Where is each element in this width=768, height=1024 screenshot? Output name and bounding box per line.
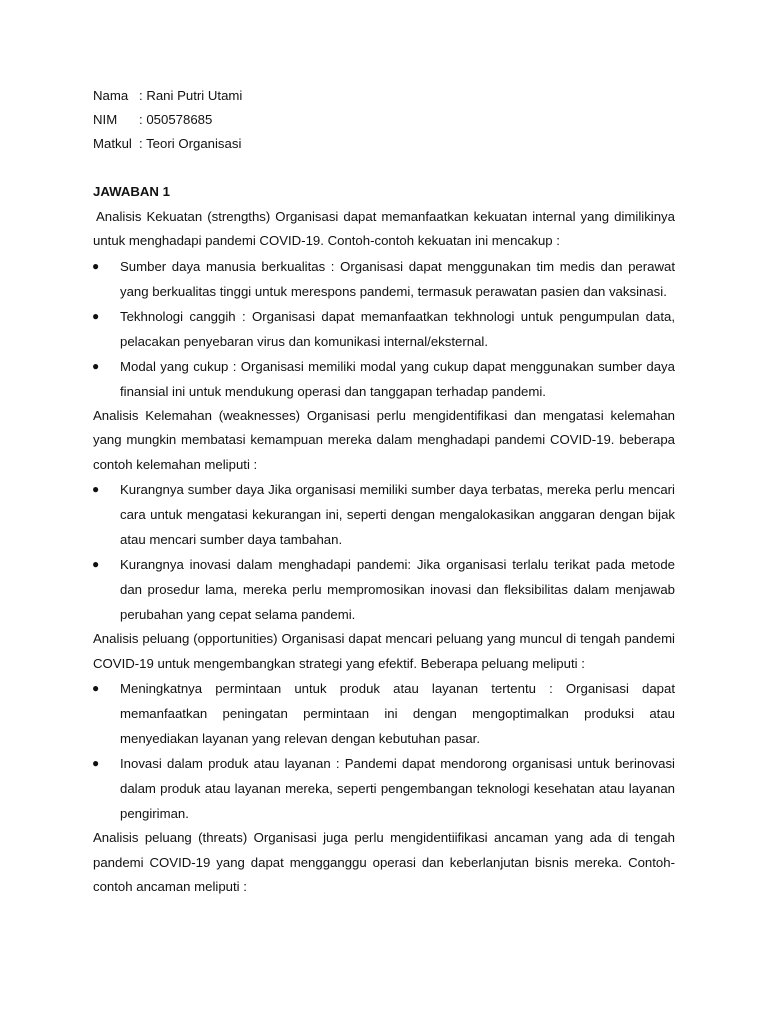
weakness-item-text: Kurangnya sumber daya Jika organisasi memiliki sumber daya terbatas, mereka perlu mencari cara untuk mengatasi kekurangan ini, seperti dengan mengalokasikan anggaran dengan bijak atau mencari sumber daya tambahan. bbox=[120, 482, 675, 547]
list-item bbox=[93, 552, 675, 627]
bullet-icon: ● bbox=[92, 482, 100, 496]
strength-item-text: Modal yang cukup : Organisasi memiliki modal yang cukup dapat menggunakan sumber daya finansial ini untuk mendukung operasi dan tanggapan terhadap pandemi. bbox=[120, 358, 675, 399]
nim-row bbox=[93, 110, 675, 134]
weaknesses-intro: Analisis Kelemahan (weaknesses) Organisasi perlu mengidentifikasi dan mengatasi kelemahan yang mungkin membatasi kemampuan mereka dalam menghadapi pandemi COVID-19. beberapa contoh kelemahan meliputi : bbox=[93, 407, 675, 472]
threats-intro: Analisis peluang (threats) Organisasi juga perlu mengidentiifikasi ancaman yang ada di tengah pandemi COVID-19 yang dapat mengganggu operasi dan keberlanjutan bisnis mereka. Contoh-contoh ancaman meliputi : bbox=[93, 830, 675, 894]
course-value: : Teori Organisasi bbox=[139, 136, 242, 151]
bullet-icon: ● bbox=[92, 756, 100, 770]
bullet-icon: ● bbox=[92, 557, 100, 571]
strength-item-text: Sumber daya manusia berkualitas : Organisasi dapat menggunakan tim medis dan perawat yang berkualitas tinggi untuk merespons pandemi, termasuk perawatan pasien dan vaksinasi. bbox=[120, 258, 675, 299]
weakness-item-text: Kurangnya inovasi dalam menghadapi pandemi: Jika organisasi terlalu terikat pada metode dan prosedur lama, mereka perlu mempromosikan inovasi dan fleksibilitas dalam menjawab perubahan yang cepat selama pandemi. bbox=[120, 557, 675, 622]
document-page bbox=[93, 86, 675, 900]
course-label: Matkul bbox=[93, 136, 132, 151]
course-row bbox=[93, 134, 675, 158]
answer-heading: JAWABAN 1 bbox=[93, 184, 170, 199]
bullet-icon: ● bbox=[92, 258, 100, 273]
list-item bbox=[93, 254, 675, 304]
strength-item-text: Tekhnologi canggih : Organisasi dapat memanfaatkan tekhnologi untuk pengumpulan data, pelacakan penyebaran virus dan komunikasi internal/eksternal. bbox=[120, 308, 675, 349]
weaknesses-list bbox=[93, 477, 675, 627]
opportunities-intro: Analisis peluang (opportunities) Organisasi dapat mencari peluang yang muncul di tengah pandemi COVID-19 untuk mengembangkan strategi yang efektif. Beberapa peluang meliputi : bbox=[93, 631, 675, 671]
nim-label: NIM bbox=[93, 112, 118, 127]
opportunity-item-text: Meningkatnya permintaan untuk produk atau layanan tertentu : Organisasi dapat memanfaatkan peningatan permintaan ini dengan mengoptimalkan produksi atau menyediakan layanan yang relevan dengan kebutuhan pasar. bbox=[120, 681, 675, 746]
name-label: Nama bbox=[93, 88, 129, 103]
bullet-icon: ● bbox=[92, 358, 100, 373]
opportunity-item-text: Inovasi dalam produk atau layanan : Pandemi dapat mendorong organisasi untuk berinovasi dalam produk atau layanan mereka, seperti pengembangan teknologi kesehatan atau layanan pengiriman. bbox=[120, 756, 675, 821]
strengths-intro: Analisis Kekuatan (strengths) Organisasi dapat memanfaatkan kekuatan internal yang dimilikinya untuk menghadapi pandemi COVID-19. Contoh-contoh kekuatan ini mencakup : bbox=[93, 208, 675, 248]
list-item bbox=[93, 354, 675, 404]
list-item bbox=[93, 304, 675, 354]
opportunities-list bbox=[93, 676, 675, 826]
bullet-icon: ● bbox=[92, 308, 100, 323]
name-row bbox=[93, 86, 675, 110]
name-value: : Rani Putri Utami bbox=[139, 88, 243, 103]
list-item bbox=[93, 477, 675, 552]
spacer bbox=[93, 158, 675, 180]
nim-value: : 050578685 bbox=[139, 112, 213, 127]
list-item bbox=[93, 676, 675, 751]
list-item bbox=[93, 751, 675, 826]
strengths-list bbox=[93, 254, 675, 404]
bullet-icon: ● bbox=[92, 681, 100, 695]
